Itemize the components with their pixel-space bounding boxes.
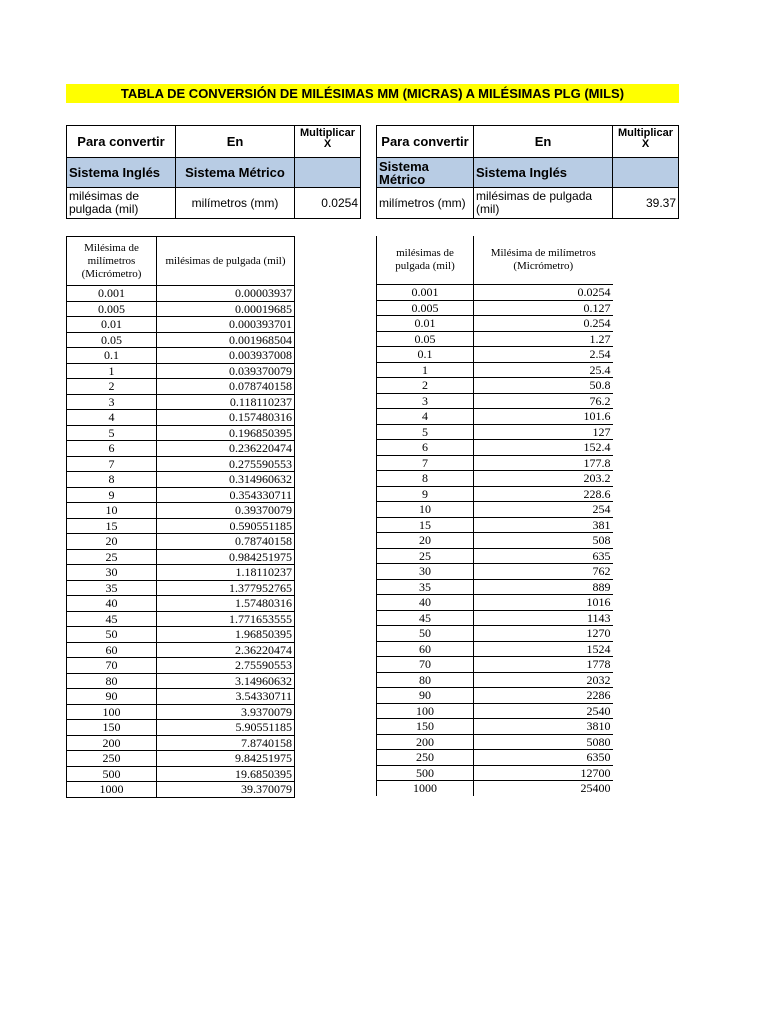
header-multiply-label: Multiplicar <box>299 127 355 139</box>
input-value-cell: 60 <box>377 641 474 657</box>
table-row <box>377 781 613 796</box>
converted-value-cell: 5.90551185 <box>157 720 295 736</box>
input-value-cell: 0.001 <box>67 286 157 302</box>
input-value-cell: 9 <box>67 487 157 503</box>
table-row <box>377 347 613 363</box>
column-header-mil: milésimas de pulgada (mil) <box>157 237 295 286</box>
table-row <box>67 782 295 798</box>
table-row <box>377 517 613 533</box>
table-row <box>67 720 295 736</box>
converted-value-cell: 1.96850395 <box>157 627 295 643</box>
input-value-cell: 5 <box>377 424 474 440</box>
input-value-cell: 100 <box>67 704 157 720</box>
input-value-cell: 3 <box>377 393 474 409</box>
table-row <box>67 503 295 519</box>
input-value-cell: 150 <box>67 720 157 736</box>
unit-from: milésimas de pulgada (mil) <box>67 188 176 219</box>
table-row <box>67 534 295 550</box>
input-value-cell: 100 <box>377 703 474 719</box>
input-value-cell: 80 <box>377 672 474 688</box>
input-value-cell: 150 <box>377 719 474 735</box>
header-multiply-x: X <box>323 138 332 150</box>
converted-value-cell: 228.6 <box>474 486 613 502</box>
converted-value-cell: 0.236220474 <box>157 441 295 457</box>
input-value-cell: 2 <box>67 379 157 395</box>
header-convert: Para convertir <box>67 126 176 158</box>
converted-value-cell: 76.2 <box>474 393 613 409</box>
converted-value-cell: 889 <box>474 579 613 595</box>
input-value-cell: 0.05 <box>377 331 474 347</box>
converted-value-cell: 2.75590553 <box>157 658 295 674</box>
table-row <box>67 658 295 674</box>
input-value-cell: 15 <box>67 518 157 534</box>
input-value-cell: 500 <box>377 765 474 781</box>
column-header-mil: milésimas de pulgada (mil) <box>377 236 474 285</box>
table-row <box>377 719 613 735</box>
input-value-cell: 0.05 <box>67 332 157 348</box>
converted-value-cell: 1.57480316 <box>157 596 295 612</box>
conversion-factor: 0.0254 <box>295 188 361 219</box>
converted-value-cell: 0.78740158 <box>157 534 295 550</box>
input-value-cell: 1 <box>67 363 157 379</box>
table-row <box>377 672 613 688</box>
input-value-cell: 90 <box>377 688 474 704</box>
table-row <box>67 704 295 720</box>
converted-value-cell: 5080 <box>474 734 613 750</box>
converted-value-cell: 101.6 <box>474 409 613 425</box>
table-row <box>377 626 613 642</box>
table-row <box>377 471 613 487</box>
converted-value-cell: 254 <box>474 502 613 518</box>
table-row <box>377 486 613 502</box>
input-value-cell: 1000 <box>67 782 157 798</box>
table-row <box>67 751 295 767</box>
converted-value-cell: 2.54 <box>474 347 613 363</box>
table-row <box>377 548 613 564</box>
table-row <box>67 394 295 410</box>
input-value-cell: 0.001 <box>377 285 474 301</box>
input-value-cell: 0.005 <box>67 301 157 317</box>
converted-value-cell: 152.4 <box>474 440 613 456</box>
table-row <box>377 579 613 595</box>
system-to: Sistema Métrico <box>176 158 295 188</box>
converted-value-cell: 0.000393701 <box>157 317 295 333</box>
converted-value-cell: 3810 <box>474 719 613 735</box>
table-row <box>67 332 295 348</box>
converted-value-cell: 0.039370079 <box>157 363 295 379</box>
unit-from: milímetros (mm) <box>377 188 474 219</box>
system-from: Sistema Métrico <box>377 158 474 188</box>
page-title: TABLA DE CONVERSIÓN DE MILÉSIMAS MM (MICRAS) A MILÉSIMAS PLG (MILS) <box>66 84 679 103</box>
converted-value-cell: 0.984251975 <box>157 549 295 565</box>
table-row <box>377 657 613 673</box>
unit-to: milésimas de pulgada (mil) <box>474 188 613 219</box>
input-value-cell: 90 <box>67 689 157 705</box>
system-to: Sistema Inglés <box>474 158 613 188</box>
table-mil-to-micrometer <box>376 236 613 796</box>
input-value-cell: 7 <box>377 455 474 471</box>
table-row <box>377 610 613 626</box>
converted-value-cell: 3.54330711 <box>157 689 295 705</box>
system-empty-cell <box>613 158 679 188</box>
converted-value-cell: 50.8 <box>474 378 613 394</box>
conversion-box-mm-to-inch <box>376 125 679 219</box>
table-row <box>67 518 295 534</box>
converted-value-cell: 0.590551185 <box>157 518 295 534</box>
table-row <box>67 611 295 627</box>
input-value-cell: 45 <box>377 610 474 626</box>
table-row <box>67 565 295 581</box>
table-row <box>67 379 295 395</box>
input-value-cell: 10 <box>377 502 474 518</box>
table-row <box>377 455 613 471</box>
converted-value-cell: 177.8 <box>474 455 613 471</box>
converted-value-cell: 0.00003937 <box>157 286 295 302</box>
converted-value-cell: 19.6850395 <box>157 766 295 782</box>
converted-value-cell: 635 <box>474 548 613 564</box>
header-multiply <box>613 126 679 158</box>
input-value-cell: 8 <box>67 472 157 488</box>
input-value-cell: 30 <box>67 565 157 581</box>
table-row <box>377 440 613 456</box>
converted-value-cell: 0.078740158 <box>157 379 295 395</box>
converted-value-cell: 0.118110237 <box>157 394 295 410</box>
input-value-cell: 40 <box>377 595 474 611</box>
converted-value-cell: 381 <box>474 517 613 533</box>
converted-value-cell: 762 <box>474 564 613 580</box>
table-row <box>67 627 295 643</box>
converted-value-cell: 2.36220474 <box>157 642 295 658</box>
input-value-cell: 0.1 <box>377 347 474 363</box>
input-value-cell: 0.1 <box>67 348 157 364</box>
header-en: En <box>474 126 613 158</box>
header-convert: Para convertir <box>377 126 474 158</box>
table-row <box>67 549 295 565</box>
input-value-cell: 200 <box>67 735 157 751</box>
conversion-factor: 39.37 <box>613 188 679 219</box>
input-value-cell: 50 <box>67 627 157 643</box>
converted-value-cell: 0.39370079 <box>157 503 295 519</box>
input-value-cell: 0.01 <box>377 316 474 332</box>
input-value-cell: 10 <box>67 503 157 519</box>
input-value-cell: 60 <box>67 642 157 658</box>
table-row <box>67 596 295 612</box>
input-value-cell: 40 <box>67 596 157 612</box>
converted-value-cell: 9.84251975 <box>157 751 295 767</box>
input-value-cell: 6 <box>377 440 474 456</box>
table-row <box>377 378 613 394</box>
converted-value-cell: 25400 <box>474 781 613 796</box>
converted-value-cell: 25.4 <box>474 362 613 378</box>
input-value-cell: 1000 <box>377 781 474 796</box>
table-row <box>67 673 295 689</box>
input-value-cell: 4 <box>67 410 157 426</box>
input-value-cell: 5 <box>67 425 157 441</box>
converted-value-cell: 0.354330711 <box>157 487 295 503</box>
input-value-cell: 35 <box>377 579 474 595</box>
converted-value-cell: 2032 <box>474 672 613 688</box>
table-row <box>67 766 295 782</box>
converted-value-cell: 0.127 <box>474 300 613 316</box>
converted-value-cell: 1016 <box>474 595 613 611</box>
input-value-cell: 15 <box>377 517 474 533</box>
table-row <box>67 487 295 503</box>
header-multiply <box>295 126 361 158</box>
input-value-cell: 70 <box>377 657 474 673</box>
table-row <box>377 285 613 301</box>
converted-value-cell: 1778 <box>474 657 613 673</box>
table-row <box>67 689 295 705</box>
table-row <box>377 331 613 347</box>
input-value-cell: 0.01 <box>67 317 157 333</box>
header-multiply-x: X <box>641 138 650 150</box>
converted-value-cell: 0.157480316 <box>157 410 295 426</box>
table-row <box>67 472 295 488</box>
input-value-cell: 25 <box>67 549 157 565</box>
input-value-cell: 30 <box>377 564 474 580</box>
converted-value-cell: 0.003937008 <box>157 348 295 364</box>
table-row <box>377 703 613 719</box>
input-value-cell: 70 <box>67 658 157 674</box>
input-value-cell: 250 <box>67 751 157 767</box>
converted-value-cell: 1.377952765 <box>157 580 295 596</box>
converted-value-cell: 0.001968504 <box>157 332 295 348</box>
converted-value-cell: 1.771653555 <box>157 611 295 627</box>
converted-value-cell: 0.254 <box>474 316 613 332</box>
table-row <box>377 393 613 409</box>
converted-value-cell: 1.27 <box>474 331 613 347</box>
table-row <box>377 409 613 425</box>
system-empty-cell <box>295 158 361 188</box>
converted-value-cell: 39.370079 <box>157 782 295 798</box>
input-value-cell: 8 <box>377 471 474 487</box>
converted-value-cell: 203.2 <box>474 471 613 487</box>
table-row <box>67 456 295 472</box>
converted-value-cell: 3.14960632 <box>157 673 295 689</box>
converted-value-cell: 1143 <box>474 610 613 626</box>
table-row <box>67 301 295 317</box>
input-value-cell: 0.005 <box>377 300 474 316</box>
table-row <box>377 533 613 549</box>
input-value-cell: 2 <box>377 378 474 394</box>
unit-to: milímetros (mm) <box>176 188 295 219</box>
converted-value-cell: 12700 <box>474 765 613 781</box>
input-value-cell: 1 <box>377 362 474 378</box>
table-row <box>377 316 613 332</box>
converted-value-cell: 127 <box>474 424 613 440</box>
table-row <box>377 502 613 518</box>
input-value-cell: 80 <box>67 673 157 689</box>
converted-value-cell: 3.9370079 <box>157 704 295 720</box>
header-multiply-label: Multiplicar <box>617 127 673 139</box>
conversion-box-inch-to-mm <box>66 125 361 219</box>
table-row <box>67 425 295 441</box>
converted-value-cell: 6350 <box>474 750 613 766</box>
table-row <box>377 424 613 440</box>
input-value-cell: 500 <box>67 766 157 782</box>
table-row <box>377 688 613 704</box>
table-row <box>377 362 613 378</box>
input-value-cell: 20 <box>377 533 474 549</box>
table-row <box>67 317 295 333</box>
table-row <box>67 410 295 426</box>
input-value-cell: 6 <box>67 441 157 457</box>
table-micrometer-to-mil <box>66 236 295 798</box>
input-value-cell: 4 <box>377 409 474 425</box>
table-row <box>67 363 295 379</box>
input-value-cell: 7 <box>67 456 157 472</box>
input-value-cell: 250 <box>377 750 474 766</box>
table-row <box>67 735 295 751</box>
table-row <box>377 641 613 657</box>
input-value-cell: 45 <box>67 611 157 627</box>
input-value-cell: 3 <box>67 394 157 410</box>
table-row <box>377 300 613 316</box>
column-header-micrometer: Milésima de milímetros (Micrómetro) <box>67 237 157 286</box>
converted-value-cell: 508 <box>474 533 613 549</box>
converted-value-cell: 0.0254 <box>474 285 613 301</box>
table-row <box>67 348 295 364</box>
table-row <box>377 750 613 766</box>
converted-value-cell: 2540 <box>474 703 613 719</box>
converted-value-cell: 1.18110237 <box>157 565 295 581</box>
input-value-cell: 25 <box>377 548 474 564</box>
converted-value-cell: 7.8740158 <box>157 735 295 751</box>
table-row <box>377 765 613 781</box>
converted-value-cell: 0.196850395 <box>157 425 295 441</box>
input-value-cell: 200 <box>377 734 474 750</box>
input-value-cell: 9 <box>377 486 474 502</box>
converted-value-cell: 0.00019685 <box>157 301 295 317</box>
header-en: En <box>176 126 295 158</box>
input-value-cell: 35 <box>67 580 157 596</box>
table-row <box>377 564 613 580</box>
input-value-cell: 50 <box>377 626 474 642</box>
table-row <box>67 642 295 658</box>
converted-value-cell: 1524 <box>474 641 613 657</box>
input-value-cell: 20 <box>67 534 157 550</box>
table-row <box>67 441 295 457</box>
table-row <box>377 734 613 750</box>
table-row <box>377 595 613 611</box>
system-from: Sistema Inglés <box>67 158 176 188</box>
converted-value-cell: 0.275590553 <box>157 456 295 472</box>
converted-value-cell: 2286 <box>474 688 613 704</box>
column-header-micrometer: Milésima de milímetros (Micrómetro) <box>474 236 613 285</box>
table-row <box>67 286 295 302</box>
converted-value-cell: 1270 <box>474 626 613 642</box>
table-row <box>67 580 295 596</box>
converted-value-cell: 0.314960632 <box>157 472 295 488</box>
